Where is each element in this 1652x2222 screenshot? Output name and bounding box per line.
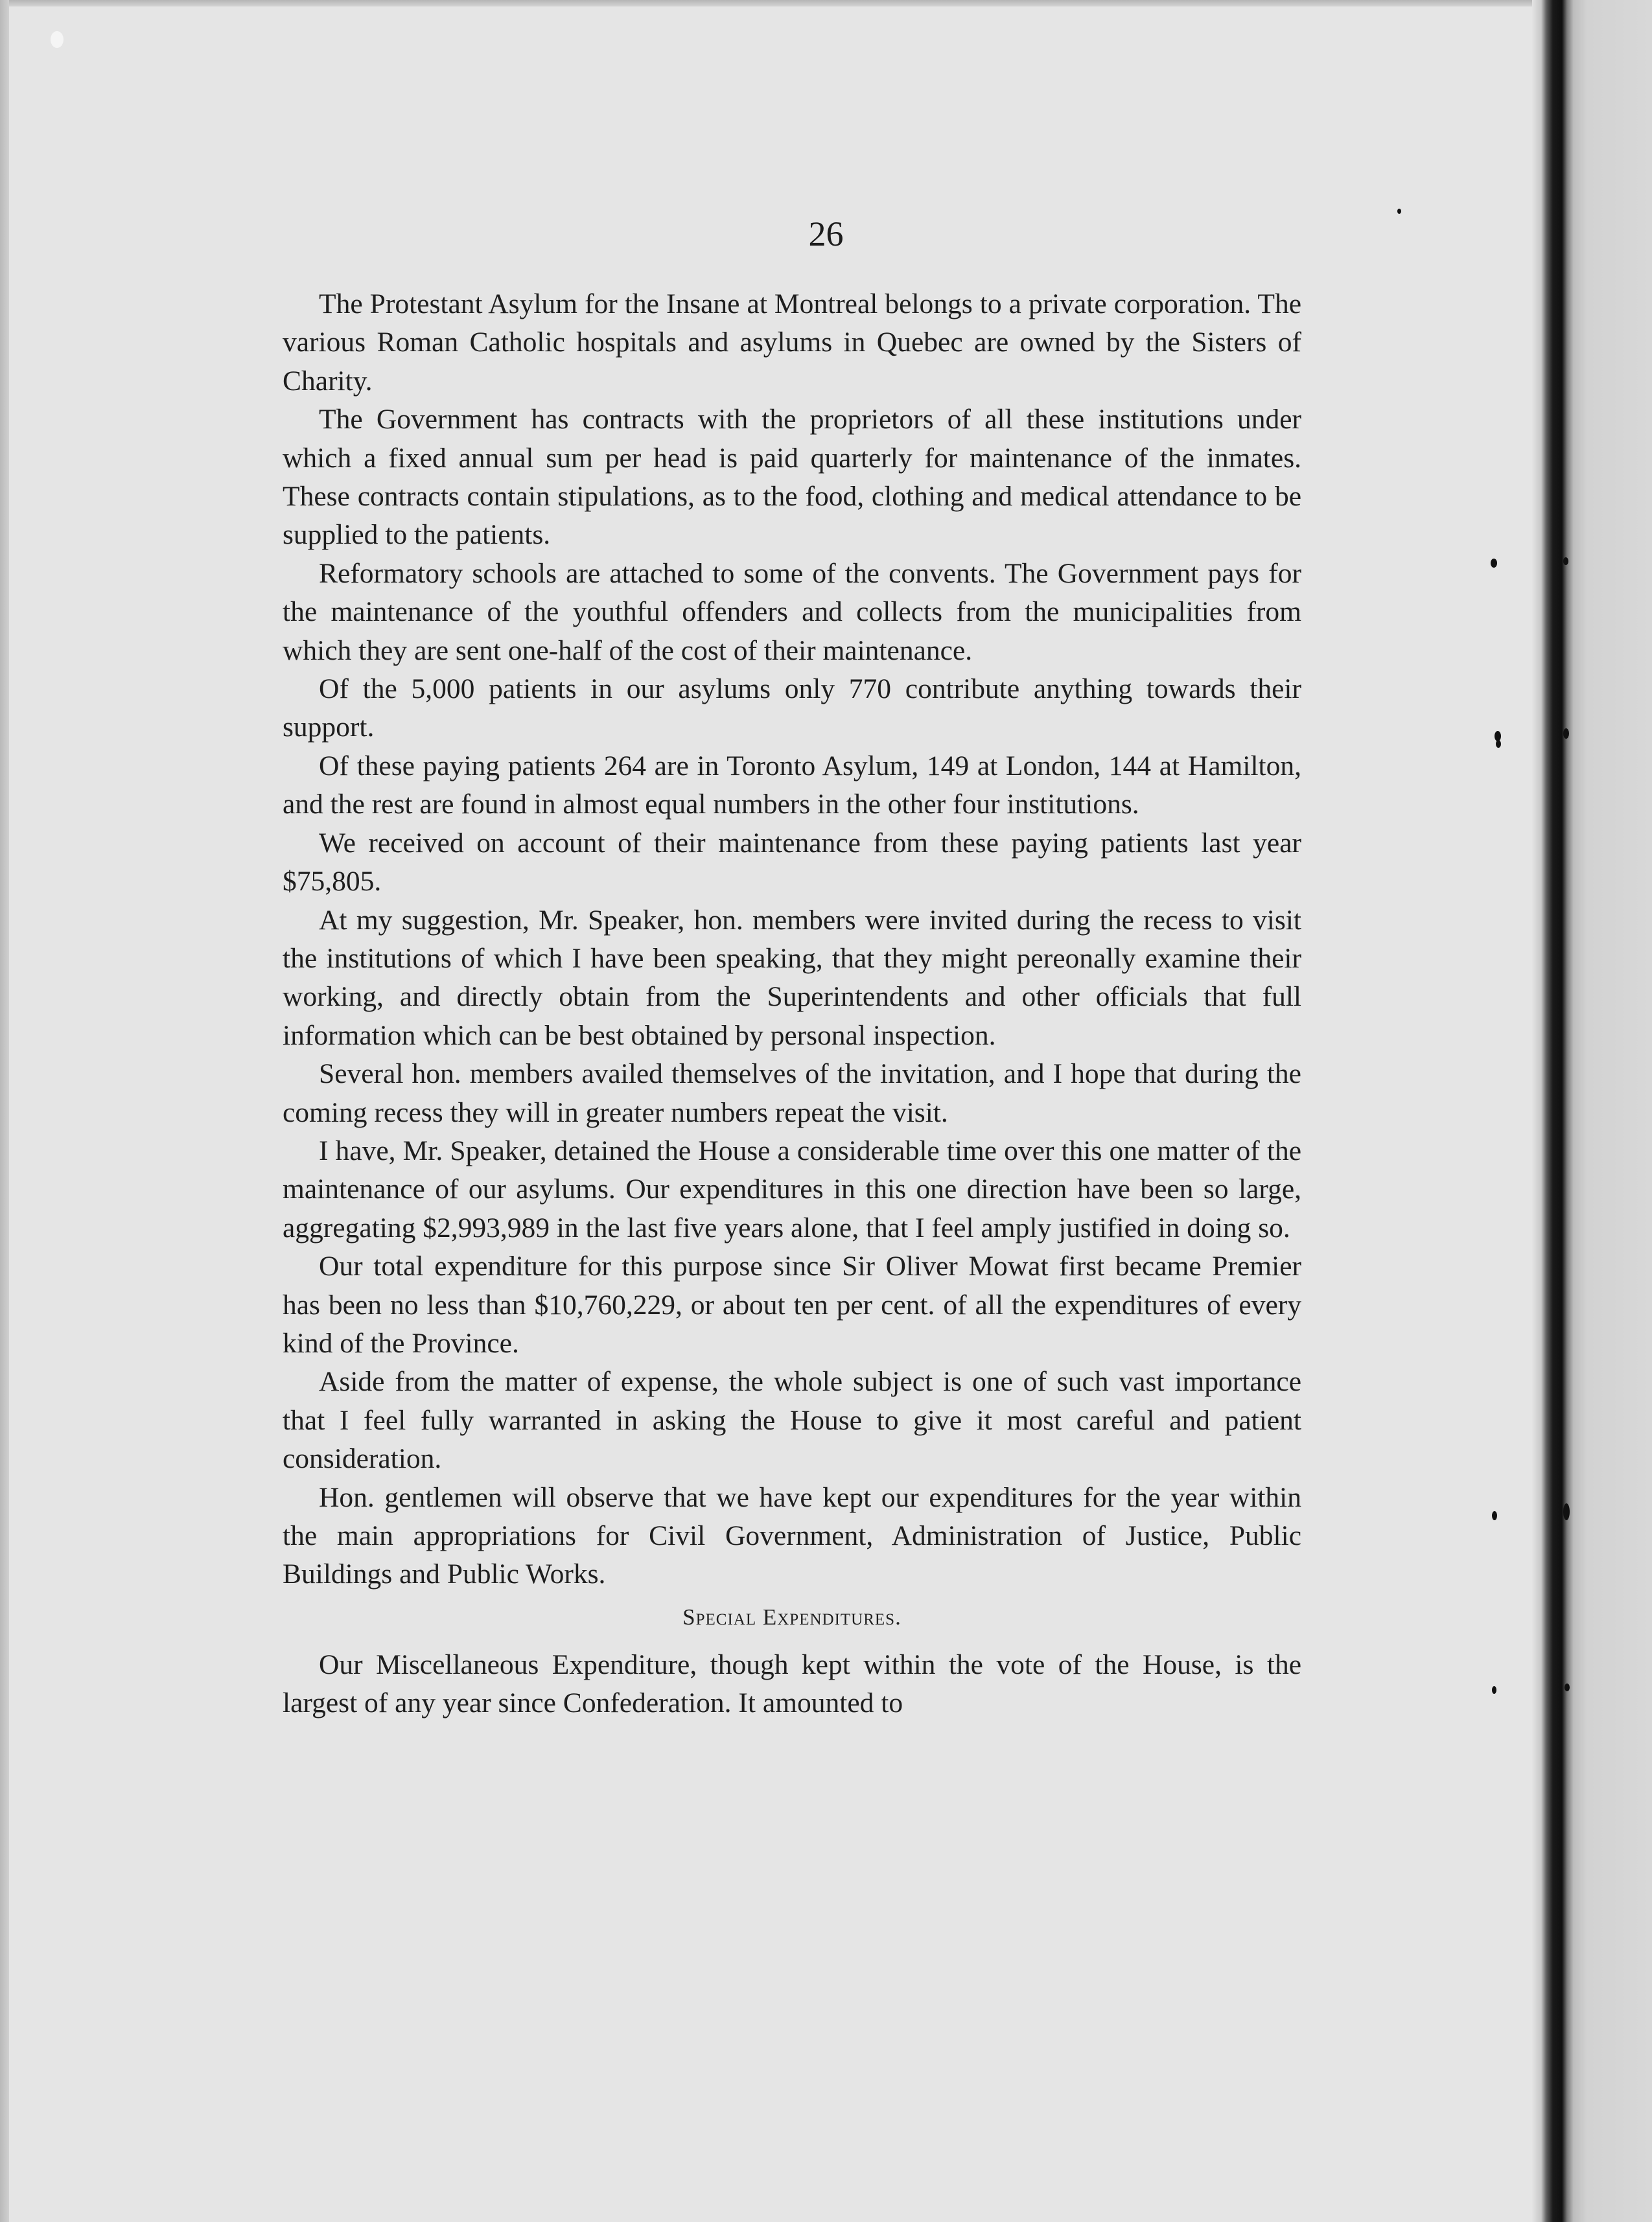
paragraph: At my suggestion, Mr. Speaker, hon. members were invited during the recess to visit the institutions of which I have been speaking, that they might pereonally examine their working, and directly obtain from the Superintendents and other officials that full information which can be best obtained by personal inspection. [283,904,1301,1051]
paragraph: I have, Mr. Speaker, detained the House a considerable time over this one matter of the maintenance of our asylums. Our expenditures in this one direction have been so large, aggregating $2,993,989 in the last five years alone, that I feel amply justified in doing so. [283,1135,1301,1244]
paragraph: Our Miscellaneous Expenditure, though kept within the vote of the House, is the largest of any year since Confederation. It amounted to [283,1649,1301,1719]
scan-speck [1492,1511,1497,1520]
scan-speck [1563,1503,1570,1520]
paragraph: Of the 5,000 patients in our asylums only 770 contribute anything towards their support. [283,673,1301,743]
paragraph: Aside from the matter of expense, the whole subject is one of such vast importance that I feel fully warranted in asking the House to give it most careful and patient consideration. [283,1366,1301,1475]
paragraph: We received on account of their maintenance from these paying patients last year $75,805. [283,827,1301,897]
book-binding-shadow [1532,0,1652,2222]
paragraph: Several hon. members availed themselves of the invitation, and I hope that during the coming recess they will in greater numbers repeat the visit. [283,1058,1301,1128]
page-body-text [283,285,1301,1723]
scan-speck [1397,209,1401,214]
paragraph: The Protestant Asylum for the Insane at Montreal belongs to a private corporation. The various Roman Catholic hospitals and asylums in Quebec are owned by the Sisters of Charity. [283,288,1301,397]
scan-speck [1496,740,1501,748]
scan-speck [1492,1686,1496,1694]
paragraph: Of these paying patients 264 are in Toronto Asylum, 149 at London, 144 at Hamilton, and the rest are found in almost equal numbers in the other four institutions. [283,750,1301,820]
paragraph: Hon. gentlemen will observe that we have kept our expenditures for the year within the main appropriations for Civil Government, Administration of Justice, Public Buildings and Public Works. [283,1481,1301,1590]
scan-speck [1563,557,1568,565]
scan-top-edge [0,0,1652,6]
scan-speck [1565,1684,1570,1691]
scan-speck [1491,559,1497,568]
paragraph: Reformatory schools are attached to some of the convents. The Government pays for the maintenance of the youthful offenders and collects from the municipalities from which they are sent one-half of the cost of their maintenance. [283,557,1301,666]
paragraph: The Government has contracts with the proprietors of all these institutions under which a fixed annual sum per head is paid quarterly for maintenance of the inmates. These contracts contain stipulations, as to the food, clothing and medical attendance to be supplied to the patients. [283,404,1301,551]
page-number: 26 [808,214,844,253]
scan-speck [1563,728,1569,739]
section-heading: Special Expenditures. [682,1604,902,1630]
paragraph: Our total expenditure for this purpose since Sir Oliver Mowat first became Premier has been no less than $10,760,229, or about ten per cent. of all the expenditures of every kind of the Province. [283,1251,1301,1359]
scan-fleck [51,31,64,48]
scan-left-edge [0,0,9,2222]
